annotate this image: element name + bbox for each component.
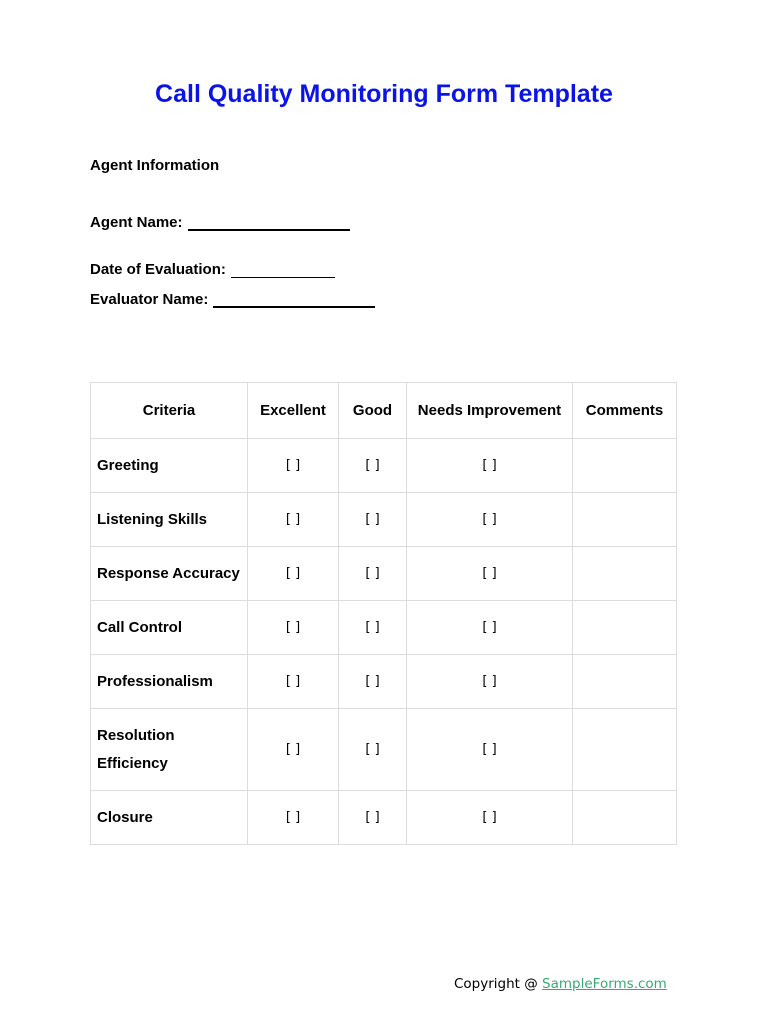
criteria-cell: Resolution Efficiency — [91, 709, 248, 791]
header-comments: Comments — [573, 383, 677, 439]
criteria-table — [90, 382, 677, 845]
needs-improvement-checkbox[interactable]: [ ] — [407, 601, 573, 655]
comments-cell[interactable] — [573, 547, 677, 601]
excellent-checkbox[interactable]: [ ] — [248, 547, 339, 601]
comments-cell[interactable] — [573, 439, 677, 493]
agent-name-input-line[interactable] — [188, 215, 350, 231]
needs-improvement-checkbox[interactable]: [ ] — [407, 493, 573, 547]
section-heading-agent-information: Agent Information — [90, 157, 220, 174]
needs-improvement-checkbox[interactable]: [ ] — [407, 547, 573, 601]
evaluator-name-label: Evaluator Name: — [90, 291, 209, 308]
needs-improvement-checkbox[interactable]: [ ] — [407, 791, 573, 845]
needs-improvement-checkbox[interactable]: [ ] — [407, 439, 573, 493]
comments-cell[interactable] — [573, 709, 677, 791]
table-row — [91, 791, 677, 845]
copyright-footer — [454, 975, 667, 993]
agent-name-field — [90, 211, 350, 233]
good-checkbox[interactable]: [ ] — [339, 439, 407, 493]
good-checkbox[interactable]: [ ] — [339, 709, 407, 791]
evaluator-name-field — [90, 288, 375, 310]
needs-improvement-checkbox[interactable]: [ ] — [407, 655, 573, 709]
criteria-cell: Listening Skills — [91, 493, 248, 547]
table-row — [91, 709, 677, 791]
excellent-checkbox[interactable]: [ ] — [248, 709, 339, 791]
excellent-checkbox[interactable]: [ ] — [248, 655, 339, 709]
date-of-evaluation-input-line[interactable] — [231, 263, 335, 278]
criteria-cell: Greeting — [91, 439, 248, 493]
table-row — [91, 493, 677, 547]
criteria-cell: Response Accuracy — [91, 547, 248, 601]
date-of-evaluation-label: Date of Evaluation: — [90, 261, 226, 278]
comments-cell[interactable] — [573, 493, 677, 547]
agent-name-label: Agent Name: — [90, 214, 183, 231]
excellent-checkbox[interactable]: [ ] — [248, 439, 339, 493]
criteria-cell: Professionalism — [91, 655, 248, 709]
good-checkbox[interactable]: [ ] — [339, 547, 407, 601]
good-checkbox[interactable]: [ ] — [339, 655, 407, 709]
header-criteria: Criteria — [91, 383, 248, 439]
table-row — [91, 655, 677, 709]
page-title: Call Quality Monitoring Form Template — [155, 80, 613, 108]
good-checkbox[interactable]: [ ] — [339, 493, 407, 547]
evaluator-name-input-line[interactable] — [213, 292, 375, 308]
header-good: Good — [339, 383, 407, 439]
comments-cell[interactable] — [573, 601, 677, 655]
table-header-row — [91, 383, 677, 439]
table-row — [91, 439, 677, 493]
excellent-checkbox[interactable]: [ ] — [248, 791, 339, 845]
header-needs-improvement: Needs Improvement — [407, 383, 573, 439]
good-checkbox[interactable]: [ ] — [339, 601, 407, 655]
criteria-cell: Call Control — [91, 601, 248, 655]
sampleforms-link[interactable]: SampleForms.com — [542, 976, 667, 992]
comments-cell[interactable] — [573, 791, 677, 845]
copyright-text: Copyright @ — [454, 976, 543, 992]
criteria-cell: Closure — [91, 791, 248, 845]
date-of-evaluation-field — [90, 259, 335, 280]
header-excellent: Excellent — [248, 383, 339, 439]
excellent-checkbox[interactable]: [ ] — [248, 493, 339, 547]
comments-cell[interactable] — [573, 655, 677, 709]
needs-improvement-checkbox[interactable]: [ ] — [407, 709, 573, 791]
good-checkbox[interactable]: [ ] — [339, 791, 407, 845]
table-row — [91, 601, 677, 655]
table-row — [91, 547, 677, 601]
excellent-checkbox[interactable]: [ ] — [248, 601, 339, 655]
